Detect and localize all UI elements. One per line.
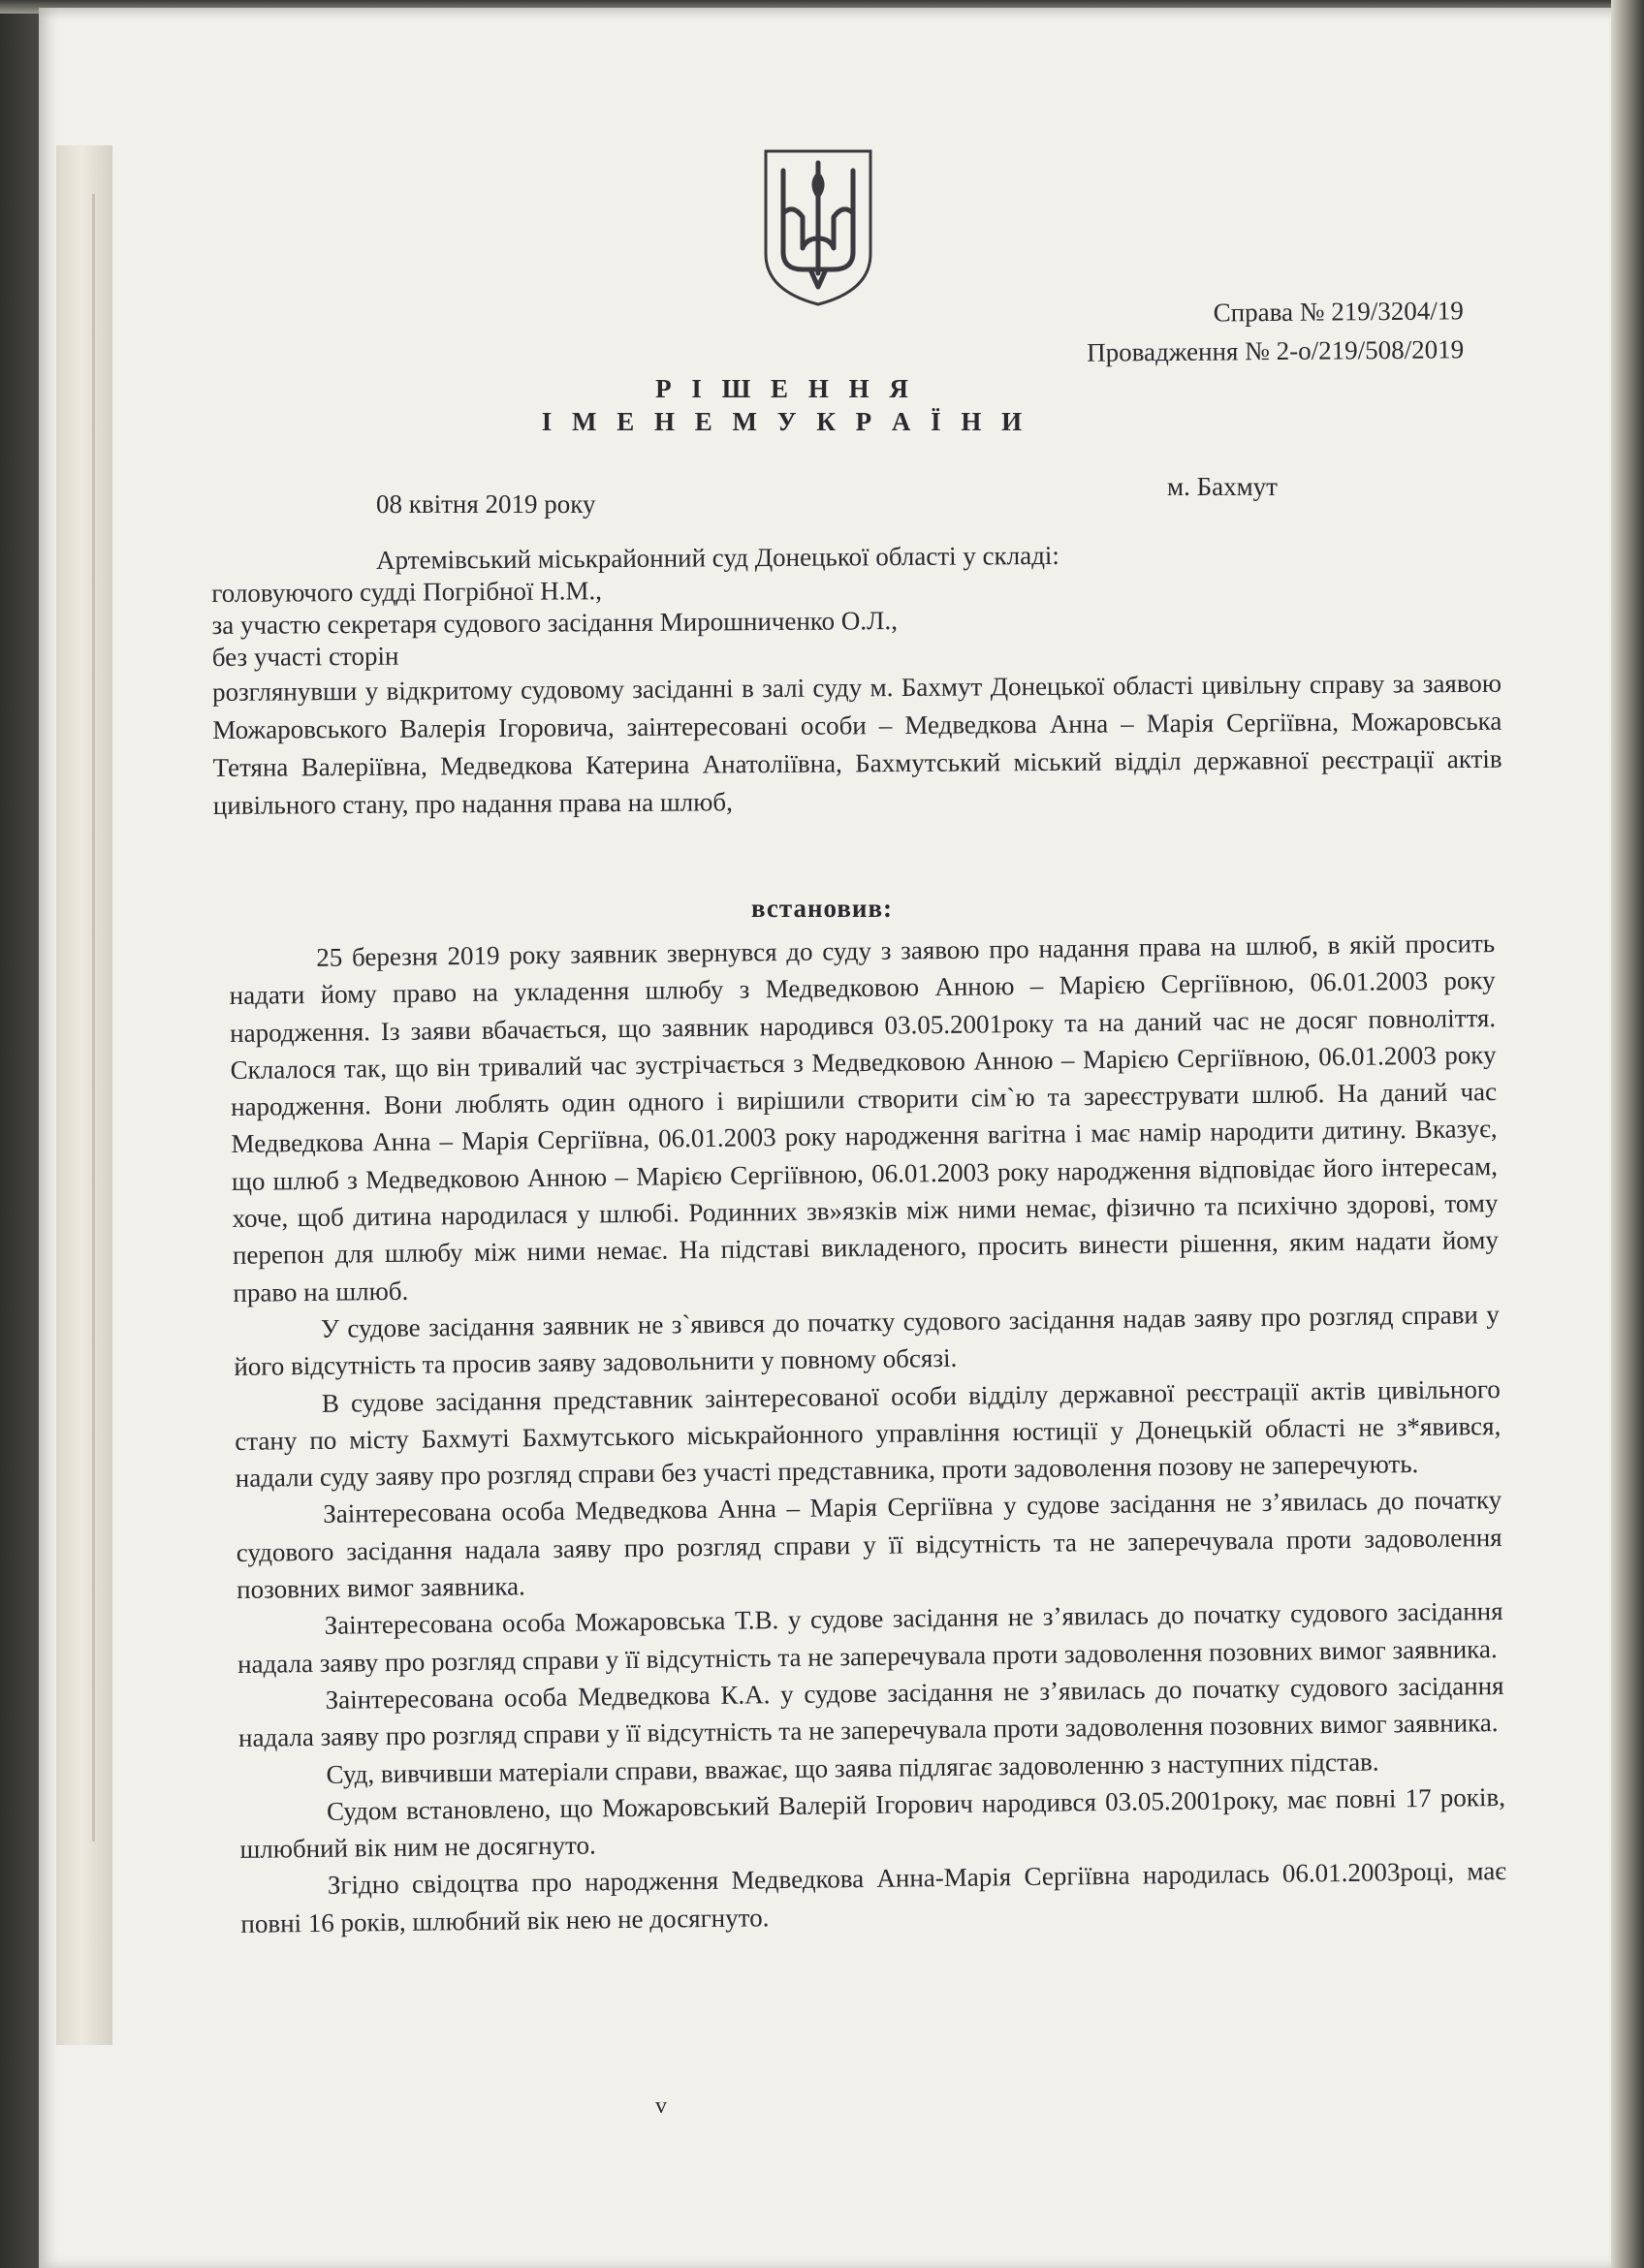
binding-thread — [92, 194, 95, 1842]
coat-of-arms-trident-icon — [760, 145, 876, 308]
secretary-line: за участю секретаря судового засідання Мирошниченко О.Л., — [211, 606, 899, 640]
paragraph: Судом встановлено, що Можаровський Валерій Ігорович народився 03.05.2001року, має повні 17 років, шлюбний вік ним не досягнуто. — [239, 1781, 1506, 1865]
court-line: Артемівський міськрайонний суд Донецької області у складі: — [376, 540, 1059, 575]
paragraph: Заінтересована особа Медведкова К.А. у судове засідання не з’явилась до початку судового засідання надала заяву про розгляд справи у її відсутність та не заперечувала проти задоволення позовних вимог заявника. — [237, 1670, 1504, 1753]
page-mark: v — [655, 2094, 667, 2119]
decision-city: м. Бахмут — [1167, 472, 1278, 501]
proceeding-number: Провадження № 2-о/219/508/2019 — [1087, 334, 1465, 367]
scanner-edge-right — [1611, 0, 1644, 2268]
considered-paragraph: розглянувши у відкритому судовому засіданні в залі суду м. Бахмут Донецької області цивільну справу за заявою Можаровського Валерія Ігоровича, заінтересовані особи – Медведкова Анна – Марія Сергіївна, Можаровська Тетяна Валеріївна, Медведкова Катерина Анатоліївна, Бахмутський міський відділ державної реєстрації актів цивільного стану, про надання права на шлюб, — [211, 668, 1502, 820]
decision-date: 08 квітня 2019 року — [376, 489, 596, 519]
document-title: Р І Ш Е Н Н Я — [655, 374, 915, 403]
paragraph: Заінтересована особа Можаровська Т.В. у судове засідання не з’явилась до початку судового засідання надала заяву про розгляд справи у її відсутність та не заперечувала проти задоволення позовних вимог заявника. — [237, 1596, 1503, 1679]
paragraph: Заінтересована особа Медведкова Анна – Марія Сергіївна у судове засідання не з’явилась до початку судового засідання надала заяву про розгляд справи у її відсутність та не заперечувала проти задоволення позовних вимог заявника. — [236, 1485, 1502, 1604]
case-number: Справа № 219/3204/19 — [1213, 296, 1464, 328]
paragraph: В судове засідання представник заінтересованої особи відділу державної реєстрації актів цивільного стану по місту Бахмуті Бахмутського міськрайонного управління юстиції у Донецькій області не з*явився, надали суду заяву про розгляд справи без участі представника, проти задоволення позову не заперечують. — [235, 1373, 1502, 1494]
case-reference — [1087, 291, 1465, 371]
paragraph: Згідно свідоцтва про народження Медведкова Анна-Марія Сергіївна народилась 06.01.2003році, має повні 16 років, шлюбний вік нею не досягнуто. — [240, 1856, 1507, 1938]
presiding-line: головуючого судді Погрібної Н.М., — [211, 576, 603, 608]
paragraph: 25 березня 2019 року заявник звернувся до суду з заявою про надання права на шлюб, в якій просить надати йому право на укладення шлюбу з Медведковою Анною – Марією Сергіївною, 06.01.2003 року народження. Із заяви вбачається, що заявник народився 03.05.2001року та на даний час не досяг повноліття. Склалося так, що він тривалий час зустрічається з Медведковою Анною – Марією Сергіївною, 06.01.2003 року народження. Вони люблять один одного і вирішили створити сім`ю та зареєструвати шлюб. На даний час Медведкова Анна – Марія Сергіївна, 06.01.2003 року народження вагітна і має намір народити дитину. Вказує, що шлюб з Медведковою Анною – Марією Сергіївною, 06.01.2003 року народження відповідає його інтересам, хоче, щоб дитина народилася у шлюбі. Родинних зв»язків між ними немає, фізично та психічно здорові, тому перепон для шлюбу між ними немає. На підставі викладеного, просить винести рішення, яким надати йому право на шлюб. — [229, 929, 1500, 1307]
intro-block — [211, 537, 1502, 825]
established-heading: встановив: — [750, 894, 894, 923]
paragraph: У судове засідання заявник не з`явився до початку судового засідання надав заяву про розгляд справи у його відсутність та просив заяву задовольнити у повному обсязі. — [234, 1299, 1500, 1382]
document-subtitle: І М Е Н Е М У К Р А Ї Н И — [541, 407, 1029, 436]
decision-body — [229, 925, 1507, 1942]
parties-line: без участі сторін — [211, 641, 399, 672]
paragraph: Суд, вивчивши матеріали справи, вважає, що заява підлягає задоволенню з наступних підстав. — [326, 1747, 1379, 1789]
